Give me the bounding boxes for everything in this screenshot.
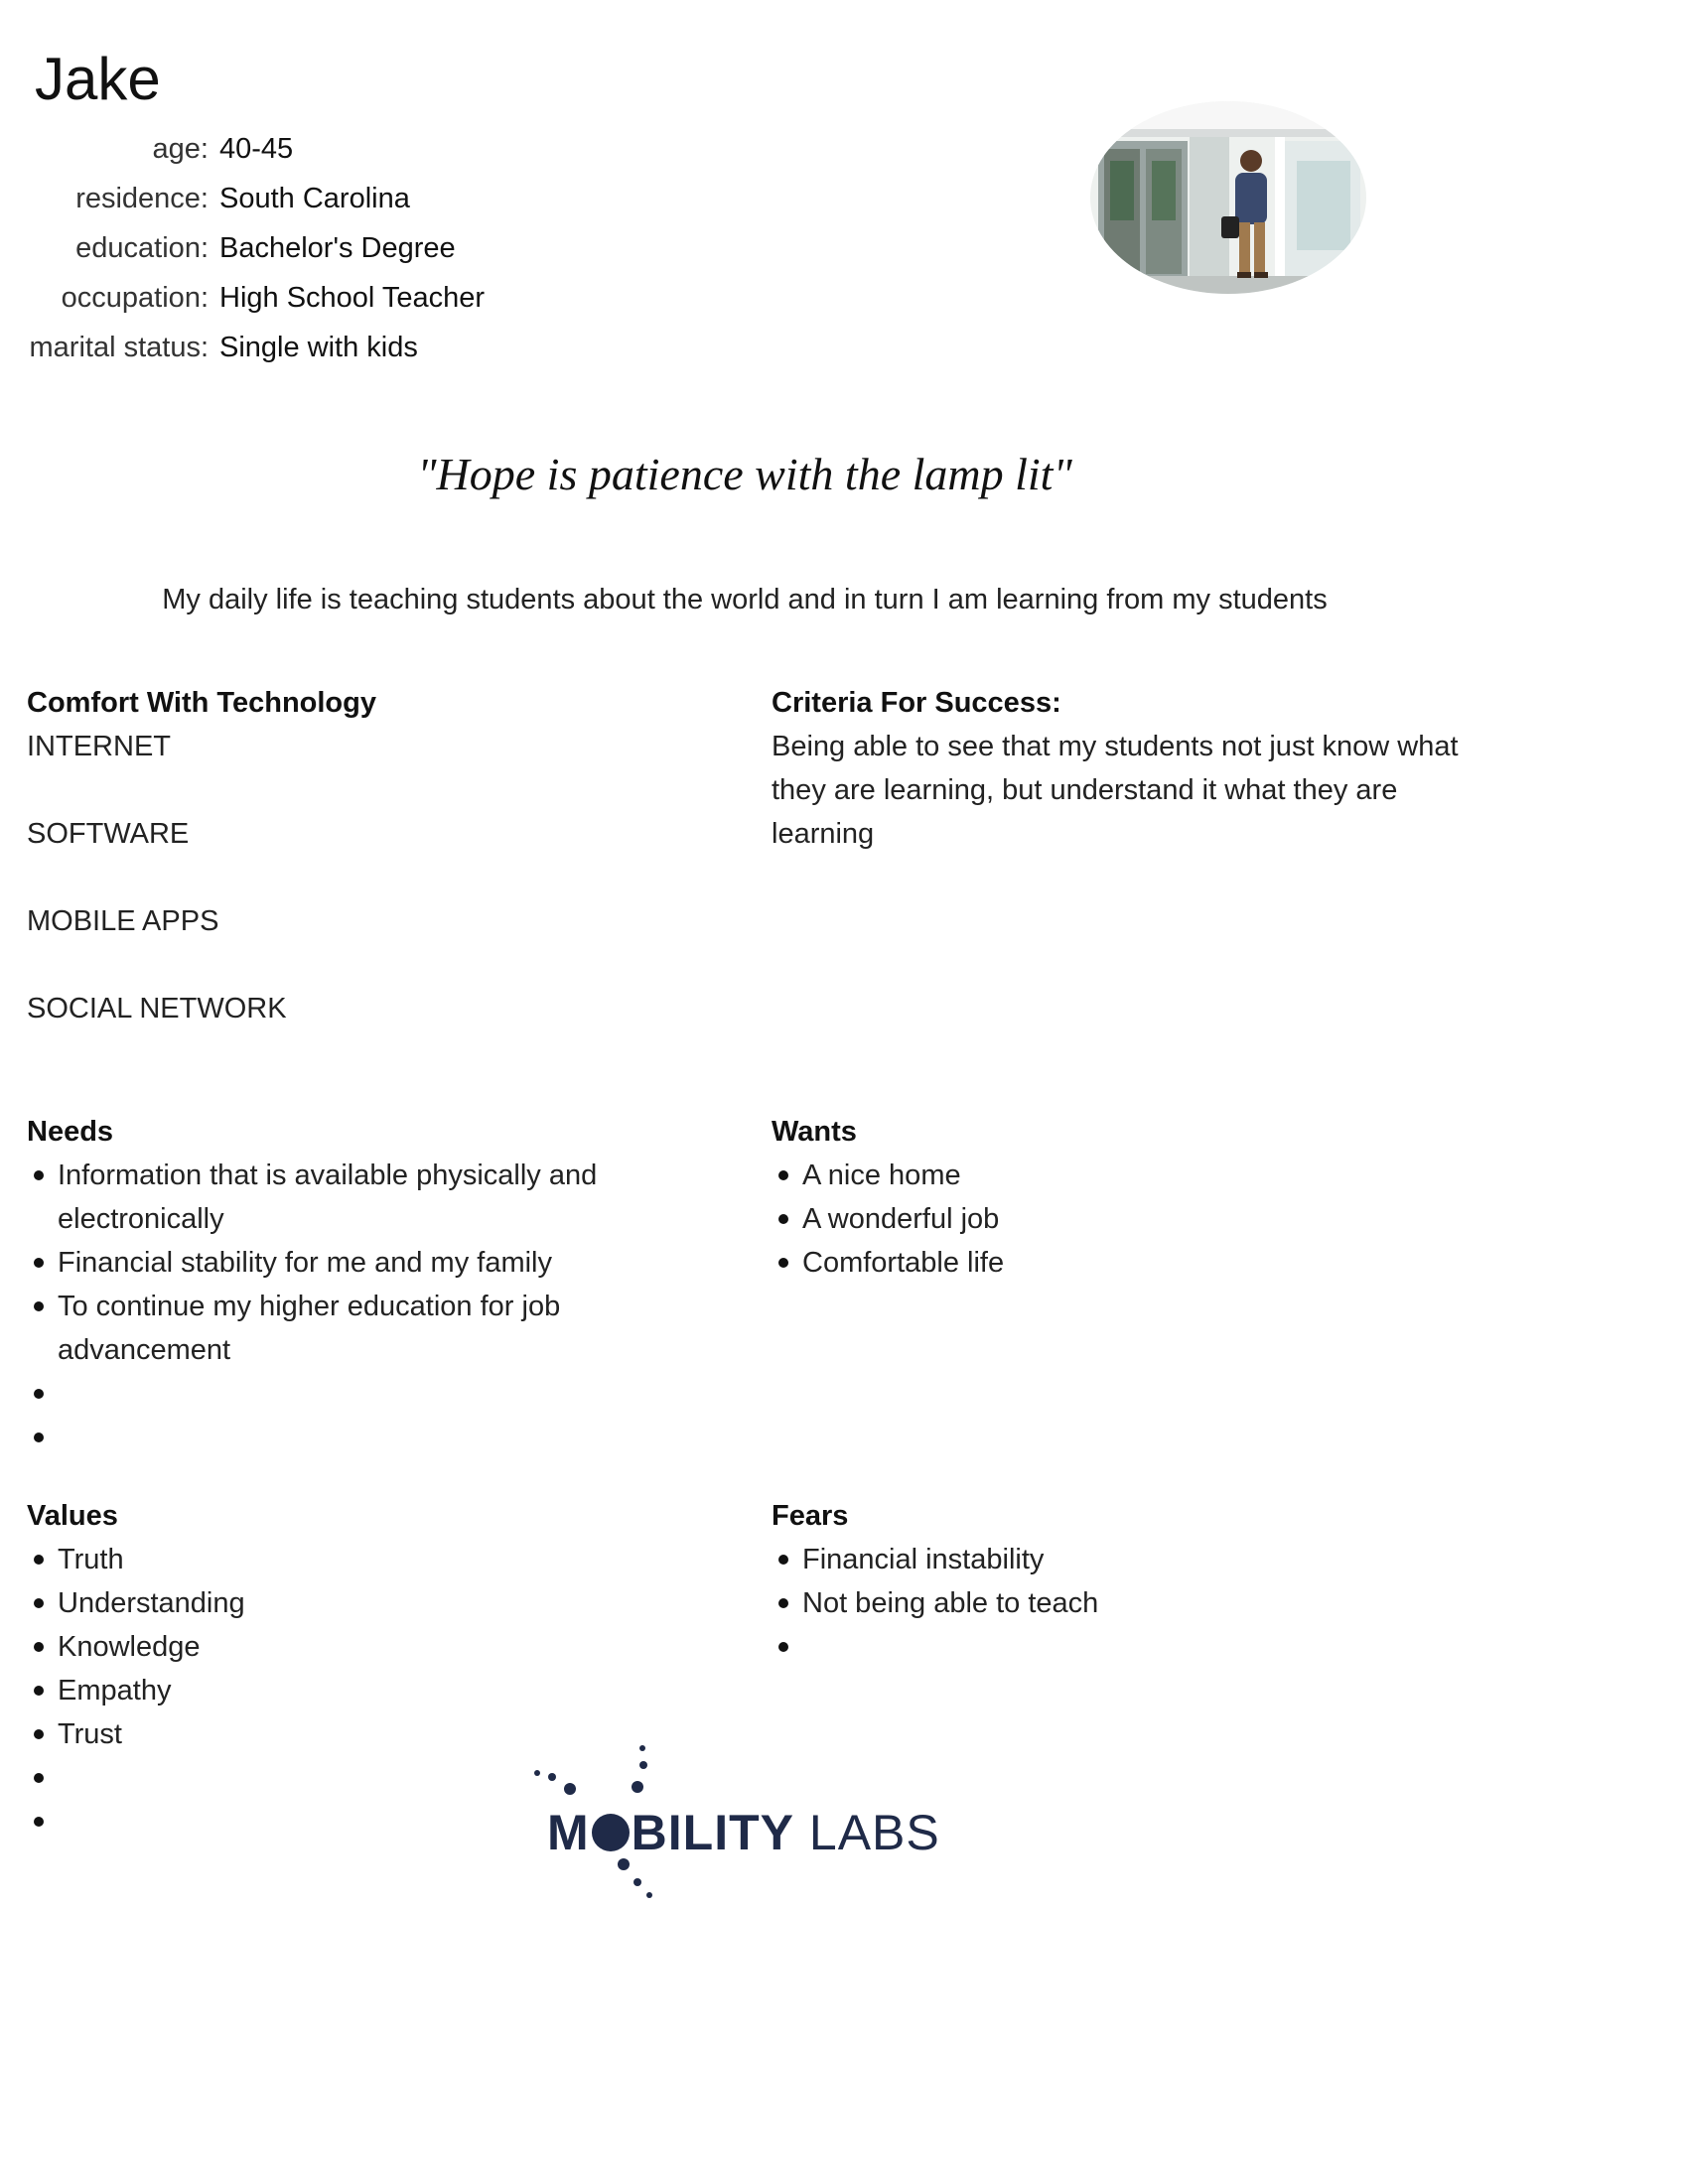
- demographic-value: 40-45: [219, 133, 294, 165]
- demographic-row-residence: [0, 174, 695, 223]
- needs-item: Financial stability for me and my family: [27, 1241, 642, 1285]
- comfort-item: MOBILE APPS: [27, 905, 219, 937]
- demographic-label: occupation:: [61, 282, 209, 314]
- demographic-label: age:: [152, 133, 209, 165]
- fears-title: Fears: [772, 1500, 849, 1532]
- logo-text-labs: LABS: [808, 1805, 940, 1860]
- needs-item: [27, 1416, 642, 1459]
- persona-summary: My daily life is teaching students about the world and in turn I am learning from my students: [162, 584, 1328, 615]
- demographic-label: education:: [75, 232, 209, 264]
- criteria-text: Being able to see that my students not just know what they are learning, but understand it what they are learning: [772, 731, 1459, 850]
- wants-list: [772, 1154, 1467, 1285]
- needs-list: [27, 1154, 642, 1459]
- mobility-labs-logo: [531, 1739, 958, 1918]
- fears-item: Financial instability: [772, 1538, 1467, 1581]
- needs-item: To continue my higher education for job advancement: [27, 1285, 642, 1372]
- fears-section: [772, 1494, 1467, 1669]
- demographic-row-age: [0, 124, 695, 174]
- demographic-value: Single with kids: [219, 332, 418, 363]
- logo-text-bility: BILITY: [631, 1805, 794, 1860]
- demographic-value: Bachelor's Degree: [219, 232, 456, 264]
- values-item: Understanding: [27, 1581, 642, 1625]
- demographic-value: High School Teacher: [219, 282, 486, 314]
- comfort-section: [27, 681, 642, 1074]
- needs-title: Needs: [27, 1116, 114, 1148]
- values-item: Truth: [27, 1538, 642, 1581]
- demographics: [0, 124, 695, 372]
- wants-section: [772, 1110, 1467, 1285]
- wants-item: A nice home: [772, 1154, 1467, 1197]
- demographic-value: South Carolina: [219, 183, 410, 214]
- persona-photo-illustration: [1090, 101, 1366, 294]
- criteria-section: [772, 681, 1467, 856]
- wants-title: Wants: [772, 1116, 857, 1148]
- values-item: Empathy: [27, 1669, 642, 1712]
- persona-name: Jake: [35, 46, 161, 112]
- demographic-label: marital status:: [29, 332, 209, 363]
- needs-section: [27, 1110, 642, 1459]
- logo-text-m: M: [547, 1805, 590, 1860]
- fears-item: [772, 1625, 1467, 1669]
- demographic-row-occupation: [0, 273, 695, 323]
- criteria-title: Criteria For Success:: [772, 687, 1061, 719]
- fears-item: Not being able to teach: [772, 1581, 1467, 1625]
- logo-wordmark: [547, 1803, 940, 1862]
- logo-o-dot-icon: [592, 1814, 630, 1851]
- comfort-item: INTERNET: [27, 731, 171, 762]
- comfort-item: SOFTWARE: [27, 818, 190, 850]
- wants-item: A wonderful job: [772, 1197, 1467, 1241]
- demographic-label: residence:: [75, 183, 209, 214]
- persona-quote: "Hope is patience with the lamp lit": [417, 449, 1072, 499]
- persona-photo: [1090, 101, 1366, 294]
- fears-list: [772, 1538, 1467, 1669]
- values-item: Knowledge: [27, 1625, 642, 1669]
- needs-item: [27, 1372, 642, 1416]
- demographic-row-marital-status: [0, 323, 695, 372]
- values-title: Values: [27, 1500, 118, 1532]
- demographic-row-education: [0, 223, 695, 273]
- comfort-title: Comfort With Technology: [27, 687, 376, 719]
- values-item: Trust: [27, 1712, 642, 1756]
- needs-item: Information that is available physically and electronically: [27, 1154, 642, 1241]
- wants-item: Comfortable life: [772, 1241, 1467, 1285]
- comfort-item: SOCIAL NETWORK: [27, 993, 287, 1024]
